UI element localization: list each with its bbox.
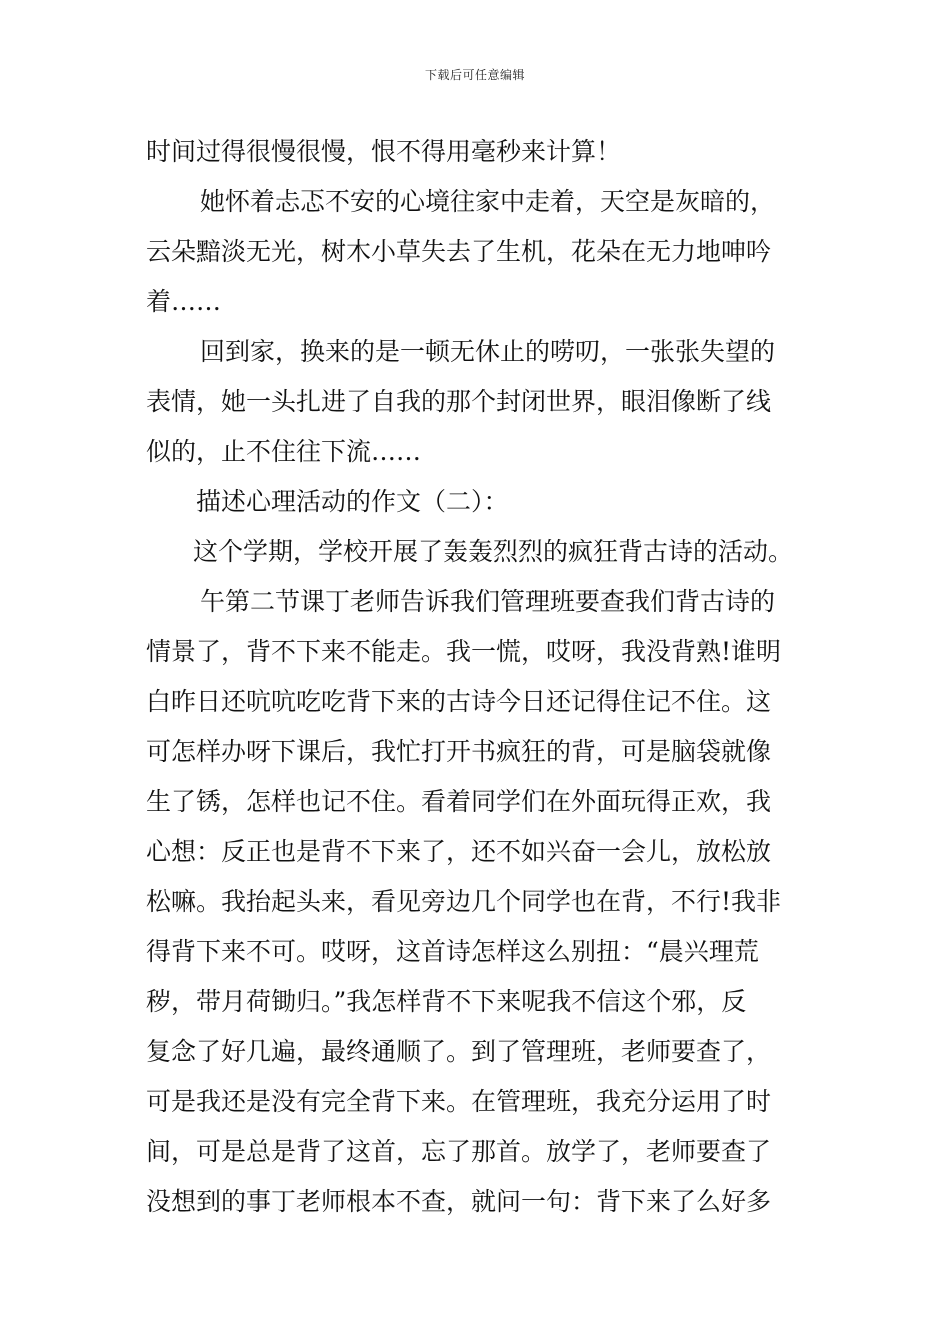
document-body	[146, 127, 806, 1227]
text-line: 心想：反正也是背不下来了，还不如兴奋一会儿，放松放	[146, 837, 772, 866]
text-line: 间，可是总是背了这首，忘了那首。放学了，老师要查了	[146, 1137, 772, 1166]
section-heading: 描述心理活动的作文（二）：	[196, 487, 509, 516]
text-line: 着……	[146, 287, 222, 316]
text-line: 情景了，背不下来不能走。我一慌，哎呀，我没背熟!谁明	[146, 637, 782, 666]
text-line: 可怎样办呀下课后，我忙打开书疯狂的背，可是脑袋就像	[146, 737, 772, 766]
text-line: 复念了好几遍，最终通顺了。到了管理班，老师要查了，	[146, 1037, 772, 1066]
text-line: 得背下来不可。哎呀，这首诗怎样这么别扭：“晨兴理荒	[146, 937, 759, 966]
text-line: 时间过得很慢很慢，恨不得用毫秒来计算！	[146, 137, 622, 166]
text-line: 午第二节课丁老师告诉我们管理班要查我们背古诗的	[200, 587, 776, 616]
text-line: 表情，她一头扎进了自我的那个封闭世界，眼泪像断了线	[146, 387, 772, 416]
text-line: 没想到的事丁老师根本不查，就问一句：背下来了么好多	[146, 1187, 772, 1216]
text-line: 云朵黯淡无光，树木小草失去了生机，花朵在无力地呻吟	[146, 237, 772, 266]
text-line: 这个学期，学校开展了轰轰烈烈的疯狂背古诗的活动。	[193, 537, 794, 566]
text-line: 松嘛。我抬起头来，看见旁边几个同学也在背，不行!我非	[146, 887, 782, 916]
text-line: 她怀着忐忑不安的心境往家中走着，天空是灰暗的，	[200, 187, 776, 216]
text-line: 秽，带月荷锄归。”我怎样背不下来呢我不信这个邪，反	[146, 987, 747, 1016]
text-line: 白昨日还吭吭吃吃背下来的古诗今日还记得住记不住。这	[146, 687, 772, 716]
text-line: 可是我还是没有完全背下来。在管理班，我充分运用了时	[146, 1087, 772, 1116]
page-header: 下载后可任意编辑	[424, 68, 525, 82]
text-line: 回到家，换来的是一顿无休止的唠叨，一张张失望的	[200, 337, 776, 366]
text-line: 似的，止不住往下流……	[146, 437, 422, 466]
text-line: 生了锈，怎样也记不住。看着同学们在外面玩得正欢，我	[146, 787, 772, 816]
